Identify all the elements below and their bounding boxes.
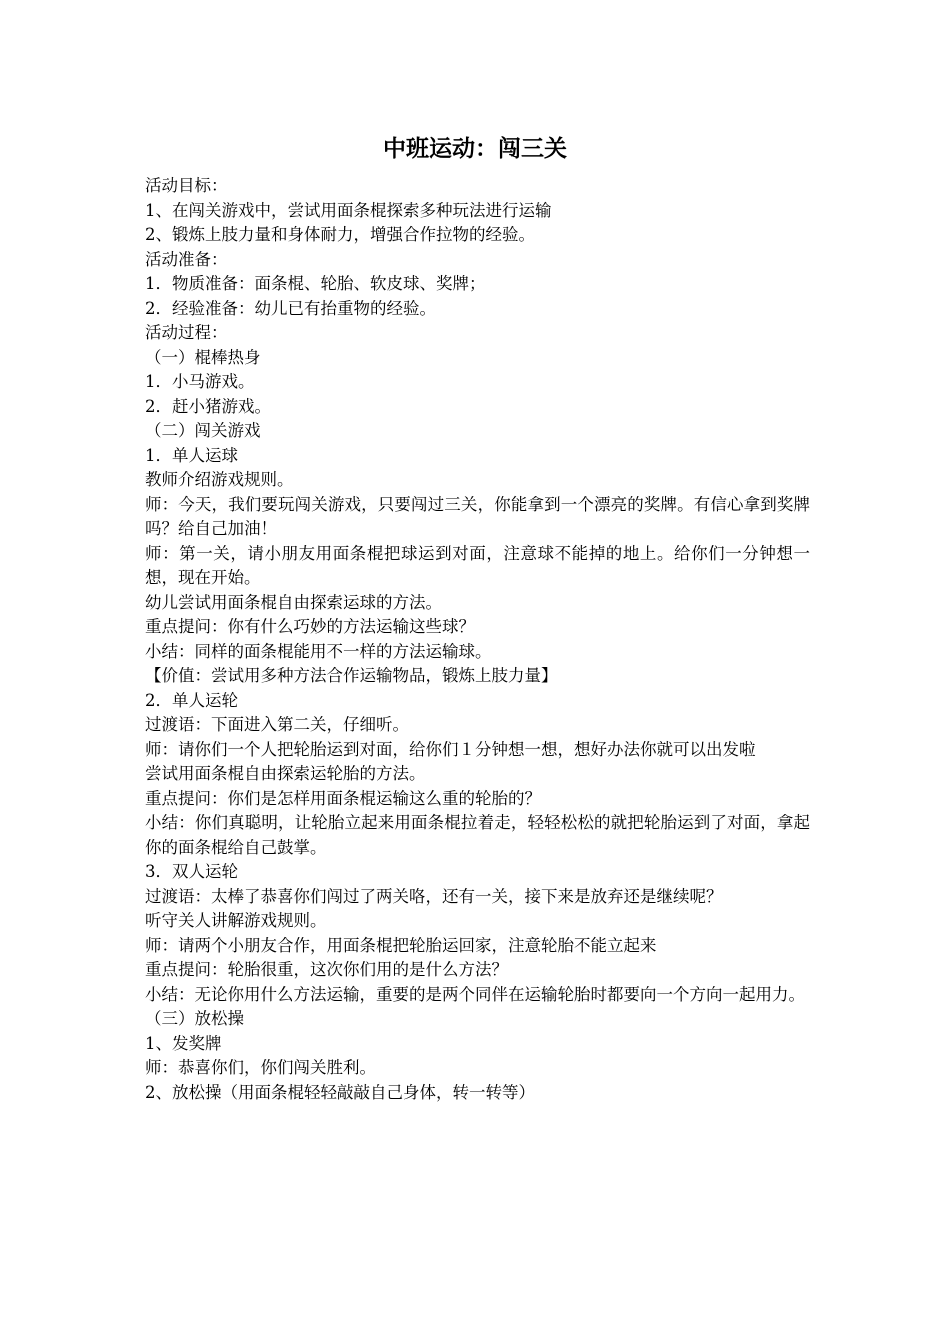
paragraph: 小结：无论你用什么方法运输，重要的是两个同伴在运输轮胎时都要向一个方向一起用力。: [145, 984, 805, 1004]
paragraph: 2．单人运轮: [145, 690, 238, 710]
paragraph: 师：恭喜你们，你们闯关胜利。: [145, 1058, 376, 1077]
paragraph: 师：第一关，请小朋友用面条棍把球运到对面，注意球不能掉的地上。给你们一分钟想一想，现在开始。: [145, 543, 810, 587]
document-title: 中班运动：闯三关: [383, 135, 567, 162]
paragraph: 师：请你们一个人把轮胎运到对面，给你们１分钟想一想，想好办法你就可以出发啦: [145, 739, 756, 759]
paragraph: 幼儿尝试用面条棍自由探索运球的方法。: [145, 592, 442, 612]
paragraph: 师：今天，我们要玩闯关游戏，只要闯过三关，你能拿到一个漂亮的奖牌。有信心拿到奖牌吗？给自己加油！: [145, 494, 810, 538]
paragraph: 活动目标：: [145, 176, 228, 195]
paragraph: （三）放松操: [145, 1009, 244, 1028]
paragraph: 活动准备：: [145, 249, 228, 269]
paragraph: 听守关人讲解游戏规则。: [145, 911, 327, 930]
paragraph: 重点提问：你有什么巧妙的方法运输这些球？: [145, 617, 475, 636]
paragraph: 过渡语：下面进入第二关，仔细听。: [145, 715, 409, 734]
paragraph: 【价值：尝试用多种方法合作运输物品，锻炼上肢力量】: [145, 666, 558, 685]
paragraph: 1、发奖牌: [145, 1033, 222, 1053]
document-body: [145, 174, 810, 1105]
paragraph: 过渡语：太棒了恭喜你们闯过了两关咯，还有一关，接下来是放弃还是继续呢？: [145, 886, 723, 906]
paragraph: （二）闯关游戏: [145, 421, 261, 440]
paragraph: 小结：你们真聪明，让轮胎立起来用面条棍拉着走，轻轻松松的就把轮胎运到了对面，拿起你的面条棍给自己鼓掌。: [145, 813, 810, 857]
paragraph: 1．物质准备：面条棍、轮胎、软皮球、奖牌；: [145, 274, 486, 293]
paragraph: 1、在闯关游戏中，尝试用面条棍探索多种玩法进行运输: [145, 200, 552, 220]
paragraph: 2．经验准备：幼儿已有抬重物的经验。: [145, 298, 436, 318]
paragraph: 2、放松操（用面条棍轻轻敲敲自己身体，转一转等）: [145, 1082, 535, 1102]
paragraph: 尝试用面条棍自由探索运轮胎的方法。: [145, 764, 426, 783]
paragraph: 小结：同样的面条棍能用不一样的方法运输球。: [145, 641, 492, 661]
paragraph: 师：请两个小朋友合作，用面条棍把轮胎运回家，注意轮胎不能立起来: [145, 935, 657, 955]
paragraph: 1．单人运球: [145, 445, 238, 465]
paragraph: 3．双人运轮: [145, 862, 238, 881]
paragraph: （一）棍棒热身: [145, 347, 261, 367]
paragraph: 重点提问：你们是怎样用面条棍运输这么重的轮胎的？: [145, 788, 541, 808]
paragraph: 教师介绍游戏规则。: [145, 470, 294, 489]
paragraph: 2、锻炼上肢力量和身体耐力，增强合作拉物的经验。: [145, 225, 535, 244]
paragraph: 重点提问：轮胎很重，这次你们用的是什么方法？: [145, 960, 508, 979]
paragraph: 活动过程：: [145, 323, 228, 342]
paragraph: 1．小马游戏。: [145, 372, 255, 391]
paragraph: 2．赶小猪游戏。: [145, 396, 271, 416]
